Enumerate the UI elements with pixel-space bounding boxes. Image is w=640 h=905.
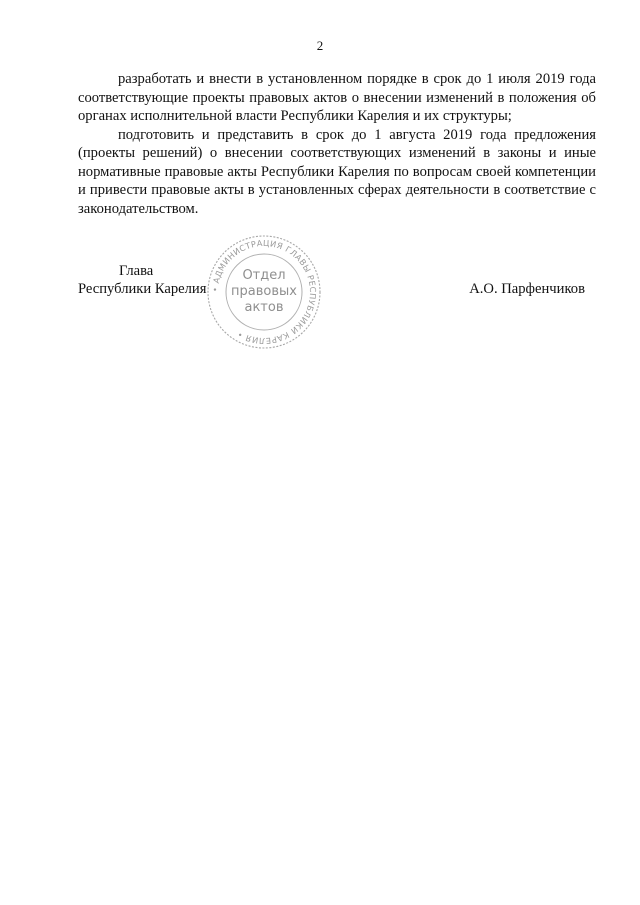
- stamp-line-3: актов: [244, 300, 284, 315]
- signatory-title: Глава: [119, 263, 154, 279]
- page-number: 2: [316, 38, 324, 53]
- paragraph-1: разработать и внести в установленном порядке в срок до 1 июля 2019 года соответствующие проекты правовых актов о внесении изменений в положения об органах исполнительной власти Республики Карелия и их структуры;: [78, 71, 596, 124]
- stamp-line-2: правовых: [231, 284, 297, 299]
- document-body: [78, 70, 596, 218]
- paragraph-2: подготовить и представить в срок до 1 августа 2019 года предложения (проекты решений) о внесении соответствующих изменений в законы и иные нормативные правовые акты Республики Карелия по вопросам своей компетенции и привести правовые акты в установленных сферах деятельности в соответствие с законодательством.: [78, 126, 596, 217]
- signatory-region: Республики Карелия: [78, 281, 207, 297]
- stamp-ring-text: • АДМИНИСТРАЦИЯ ГЛАВЫ РЕСПУБЛИКИ КАРЕЛИЯ •: [209, 237, 319, 347]
- stamp-line-1: Отдел: [242, 268, 286, 283]
- stamp-graphic: [205, 233, 323, 351]
- signatory-name: А.О. Парфенчиков: [469, 281, 585, 297]
- legal-department-stamp: [205, 233, 323, 351]
